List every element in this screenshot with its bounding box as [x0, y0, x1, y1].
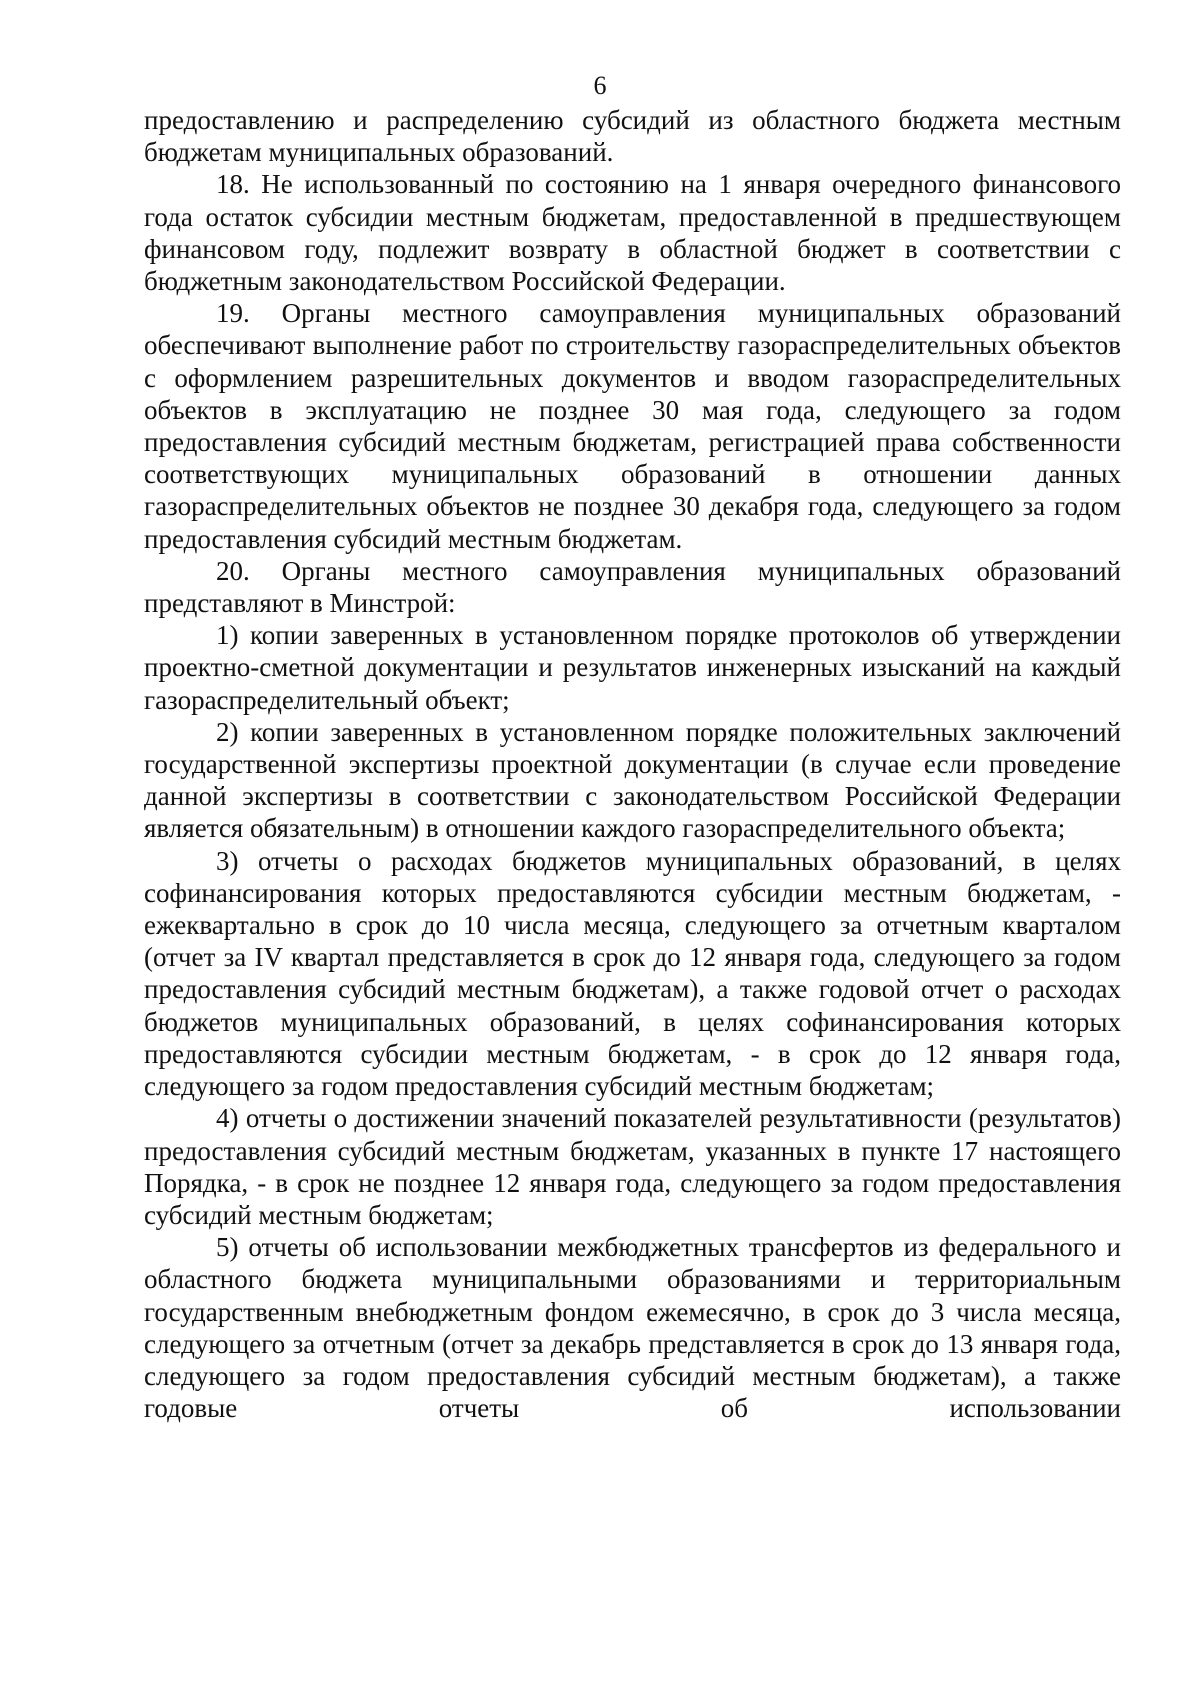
paragraph-19: 19. Органы местного самоуправления муниципальных образований обеспечивают выполнение работ по строительству газораспределительных объектов с оформлением разрешительных документов и вводом газораспределительных объектов в эксплуатацию не позднее 30 мая года, следующего за годом предоставления субсидий местным бюджетам, регистрацией права собственности соответствующих муниципальных образований в отношении данных газораспределительных объектов не позднее 30 декабря года, следующего за годом предоставления субсидий местным бюджетам.: [144, 298, 1121, 554]
paragraph-20-item-4: 4) отчеты о достижении значений показателей результативности (результатов) предоставления субсидий местным бюджетам, указанных в пункте 17 настоящего Порядка, - в срок не позднее 12 января года, следующего за годом предоставления субсидий местным бюджетам;: [144, 1103, 1121, 1230]
document-body: [144, 104, 1121, 1424]
paragraph-18: 18. Не использованный по состоянию на 1 января очередного финансового года остаток субсидии местным бюджетам, предоставленной в предшествующем финансовом году, подлежит возврату в областной бюджет в соответствии с бюджетным законодательством Российской Федерации.: [144, 169, 1121, 297]
paragraph-20: 20. Органы местного самоуправления муниципальных образований представляют в Минстрой:: [144, 555, 1121, 619]
paragraph-20-item-2: 2) копии заверенных в установленном порядке положительных заключений государственной экспертизы проектной документации (в случае если проведение данной экспертизы в соответствии с законодательством Российской Федерации является обязательным) в отношении каждого газораспределительного объекта;: [144, 716, 1121, 844]
paragraph-20-item-5: 5) отчеты об использовании межбюджетных трансфертов из федерального и областного бюджета муниципальными образованиями и территориальным государственным внебюджетным фондом ежемесячно, в срок до 3 числа месяца, следующего за отчетным (отчет за декабрь представляется в срок до 13 января года, следующего за годом предоставления субсидий местным бюджетам), а также годовые отчеты об использовании: [144, 1232, 1121, 1424]
paragraph-20-item-3: 3) отчеты о расходах бюджетов муниципальных образований, в целях софинансирования которых предоставляются субсидии местным бюджетам, - ежеквартально в срок до 10 числа месяца, следующего за отчетным кварталом (отчет за IV квартал представляется в срок до 12 января года, следующего за годом предоставления субсидий местным бюджетам), а также годовой отчет о расходах бюджетов муниципальных образований, в целях софинансирования которых предоставляются субсидии местным бюджетам, - в срок до 12 января года, следующего за годом предоставления субсидий местным бюджетам;: [144, 845, 1121, 1102]
paragraph-continuation: предоставлению и распределению субсидий из областного бюджета местным бюджетам муниципальных образований.: [144, 105, 1121, 168]
page-number: 6: [593, 71, 607, 100]
paragraph-20-item-1: 1) копии заверенных в установленном порядке протоколов об утверждении проектно-сметной документации и результатов инженерных изысканий на каждый газораспределительный объект;: [144, 620, 1121, 715]
